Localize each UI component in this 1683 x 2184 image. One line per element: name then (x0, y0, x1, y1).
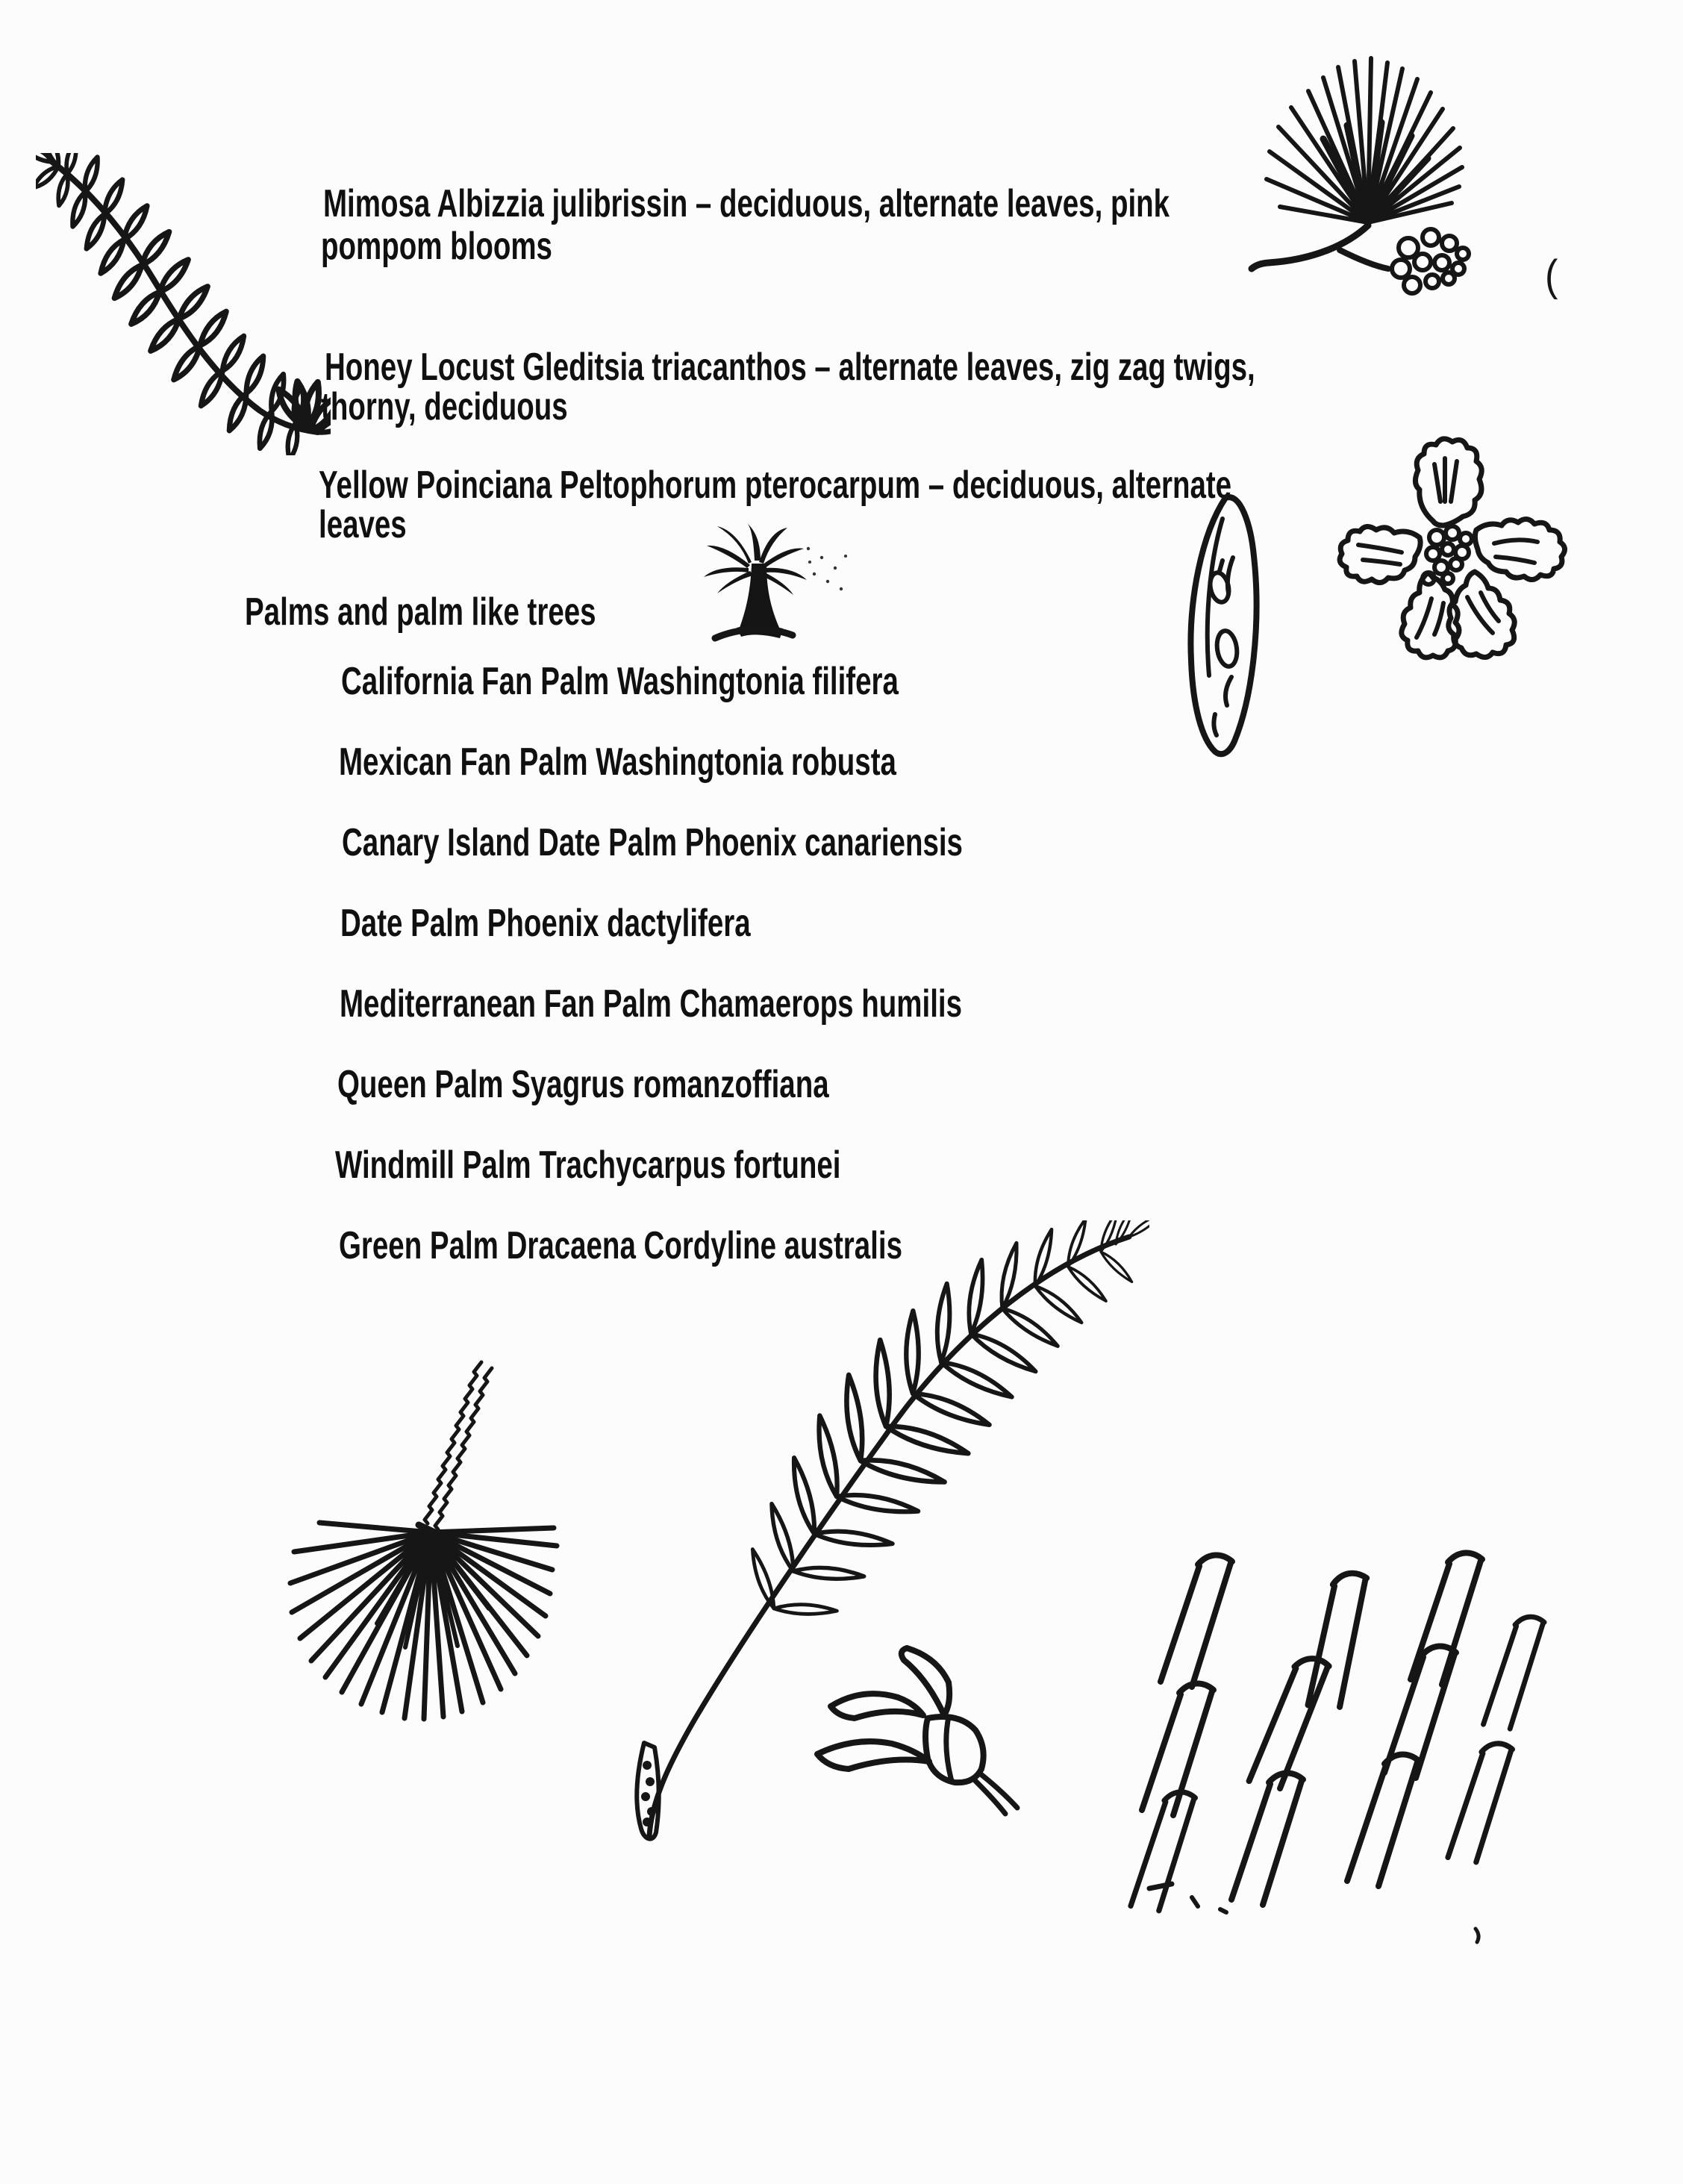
palm-trunk-sketch (1108, 1538, 1556, 1956)
palm-list-item: California Fan Palm Washingtonia filifera (341, 660, 899, 703)
palm-list-item: Queen Palm Syagrus romanzoffiana (337, 1063, 829, 1106)
honey-locust-entry-line1: Honey Locust Gleditsia triacanthos – alternate leaves, zig zag twigs, (325, 346, 1255, 389)
mimosa-bloom-sketch (1235, 45, 1489, 306)
palm-list-item: Canary Island Date Palm Phoenix canariensis (342, 821, 963, 864)
mimosa-entry-line2: pompom blooms (321, 225, 552, 268)
palm-list-item: Windmill Palm Trachycarpus fortunei (335, 1144, 841, 1187)
fan-palm-leaf-sketch (265, 1355, 563, 1724)
palm-tree-sketch (668, 519, 914, 661)
stray-paren-mark: ( (1545, 252, 1558, 300)
palm-list-item: Green Palm Dracaena Cordyline australis (339, 1224, 902, 1267)
palm-list-item: Mediterranean Fan Palm Chamaerops humilis (340, 982, 962, 1026)
palm-list-item: Date Palm Phoenix dactylifera (340, 902, 751, 945)
yellow-poinciana-entry-line1: Yellow Poinciana Peltophorum pterocarpum – deciduous, alternate (319, 464, 1232, 507)
mimosa-leaf-branch-sketch (36, 153, 331, 455)
palm-bud-sketch (802, 1635, 1034, 1832)
yellow-poinciana-entry-line2: leaves (319, 503, 407, 546)
palm-list-item: Mexican Fan Palm Washingtonia robusta (339, 740, 896, 784)
honey-locust-entry-line2: thorny, deciduous (321, 385, 568, 428)
poinciana-flower-sketch (1306, 425, 1590, 683)
palms-section-heading: Palms and palm like trees (245, 590, 596, 634)
mimosa-entry-line1: Mimosa Albizzia julibrissin – deciduous, alternate leaves, pink (323, 182, 1170, 225)
